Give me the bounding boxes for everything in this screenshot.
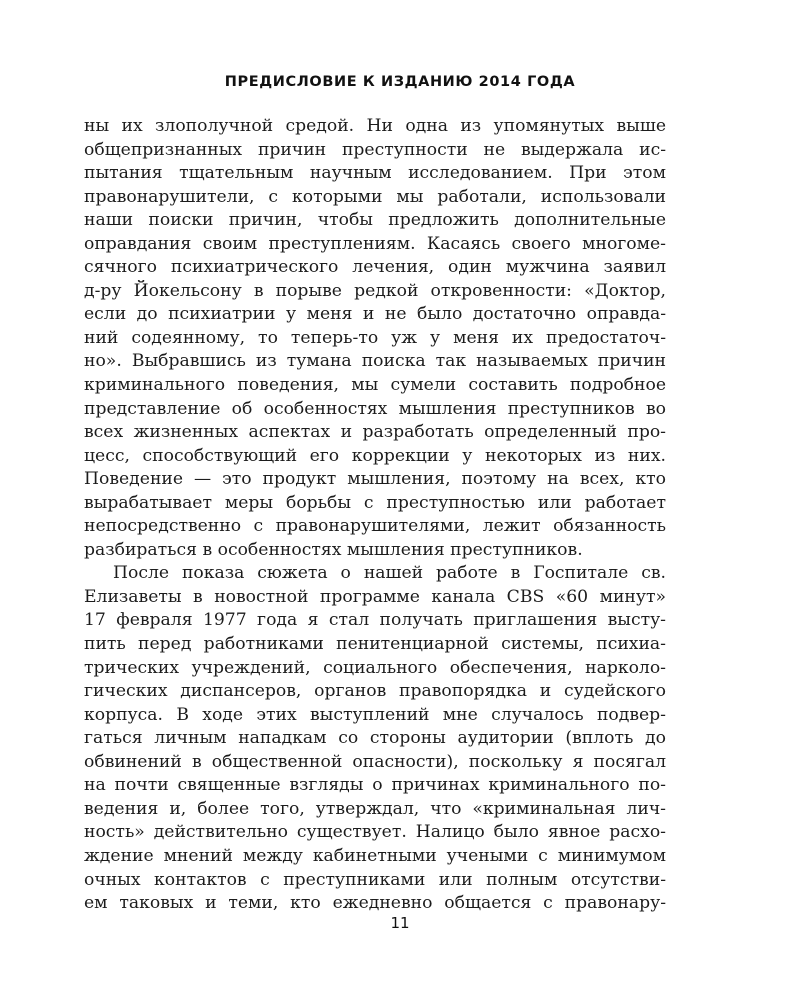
text-line: трических учреждений, социального обеспечения, нарколо- — [84, 657, 666, 678]
text-line: обвинений в общественной опасности), поскольку я посягал — [84, 751, 666, 772]
text-line: очных контактов с преступниками или полным отсутстви- — [84, 869, 666, 890]
text-line: 17 февраля 1977 года я стал получать приглашения высту- — [84, 610, 666, 631]
text-line: всех жизненных аспектах и разработать определенный про- — [84, 422, 666, 443]
text-line: если до психиатрии у меня и не было достаточно оправда- — [84, 304, 666, 325]
text-line: правонарушители, с которыми мы работали, использовали — [84, 186, 666, 207]
text-line: После показа сюжета о нашей работе в Госпитале св. — [113, 563, 666, 584]
text-line: ность» действительно существует. Налицо было явное расхо- — [84, 822, 666, 843]
running-header-title: ПРЕДИСЛОВИЕ К ИЗДАНИЮ 2014 ГОДА — [224, 74, 576, 90]
text-line: гаться личным нападкам со стороны аудитории (вплоть до — [84, 728, 666, 749]
text-line: криминального поведения, мы сумели составить подробное — [84, 375, 666, 396]
text-line: но». Выбравшись из тумана поиска так называемых причин — [84, 351, 666, 372]
text-line: пытания тщательным научным исследованием. При этом — [84, 163, 666, 184]
text-line: Елизаветы в новостной программе канала CBS «60 минут» — [84, 586, 666, 607]
body-text — [84, 115, 666, 916]
text-line: цесс, способствующий его коррекции у некоторых из них. — [84, 445, 666, 466]
text-line: общепризнанных причин преступности не выдержала ис- — [84, 139, 666, 160]
text-line: сячного психиатрического лечения, один мужчина заявил — [84, 257, 666, 278]
text-line: вырабатывает меры борьбы с преступностью или работает — [84, 492, 666, 513]
text-line: разбираться в особенностях мышления преступников. — [84, 539, 583, 560]
text-line: пить перед работниками пенитенциарной системы, психиа- — [84, 634, 666, 655]
text-line: представление об особенностях мышления преступников во — [84, 398, 666, 419]
paragraph-1 — [84, 115, 666, 562]
text-line: гических диспансеров, органов правопорядка и судейского — [84, 681, 666, 702]
page-number: 11 — [390, 914, 410, 932]
text-line: наши поиски причин, чтобы предложить дополнительные — [84, 210, 666, 231]
text-line: ведения и, более того, утверждал, что «криминальная лич- — [84, 798, 666, 819]
text-line: на почти священные взгляды о причинах криминального по- — [84, 775, 666, 796]
text-line: ны их злополучной средой. Ни одна из упомянутых выше — [84, 116, 666, 136]
text-line: ем таковых и теми, кто ежедневно общается с правонару- — [84, 893, 666, 914]
text-line: ний содеянному, то теперь-то уж у меня их предостаточ- — [84, 327, 666, 348]
text-line: Поведение — это продукт мышления, поэтому на всех, кто — [84, 469, 666, 490]
text-line: корпуса. В ходе этих выступлений мне случалось подвер- — [84, 704, 666, 725]
paragraph-2 — [84, 562, 666, 915]
text-line: оправдания своим преступлениям. Касаясь своего многоме- — [84, 233, 666, 254]
text-line: ждение мнений между кабинетными учеными с минимумом — [84, 845, 666, 866]
text-line: д-ру Йокельсону в порыве редкой откровенности: «Доктор, — [84, 280, 666, 301]
text-line: непосредственно с правонарушителями, лежит обязанность — [84, 516, 666, 537]
